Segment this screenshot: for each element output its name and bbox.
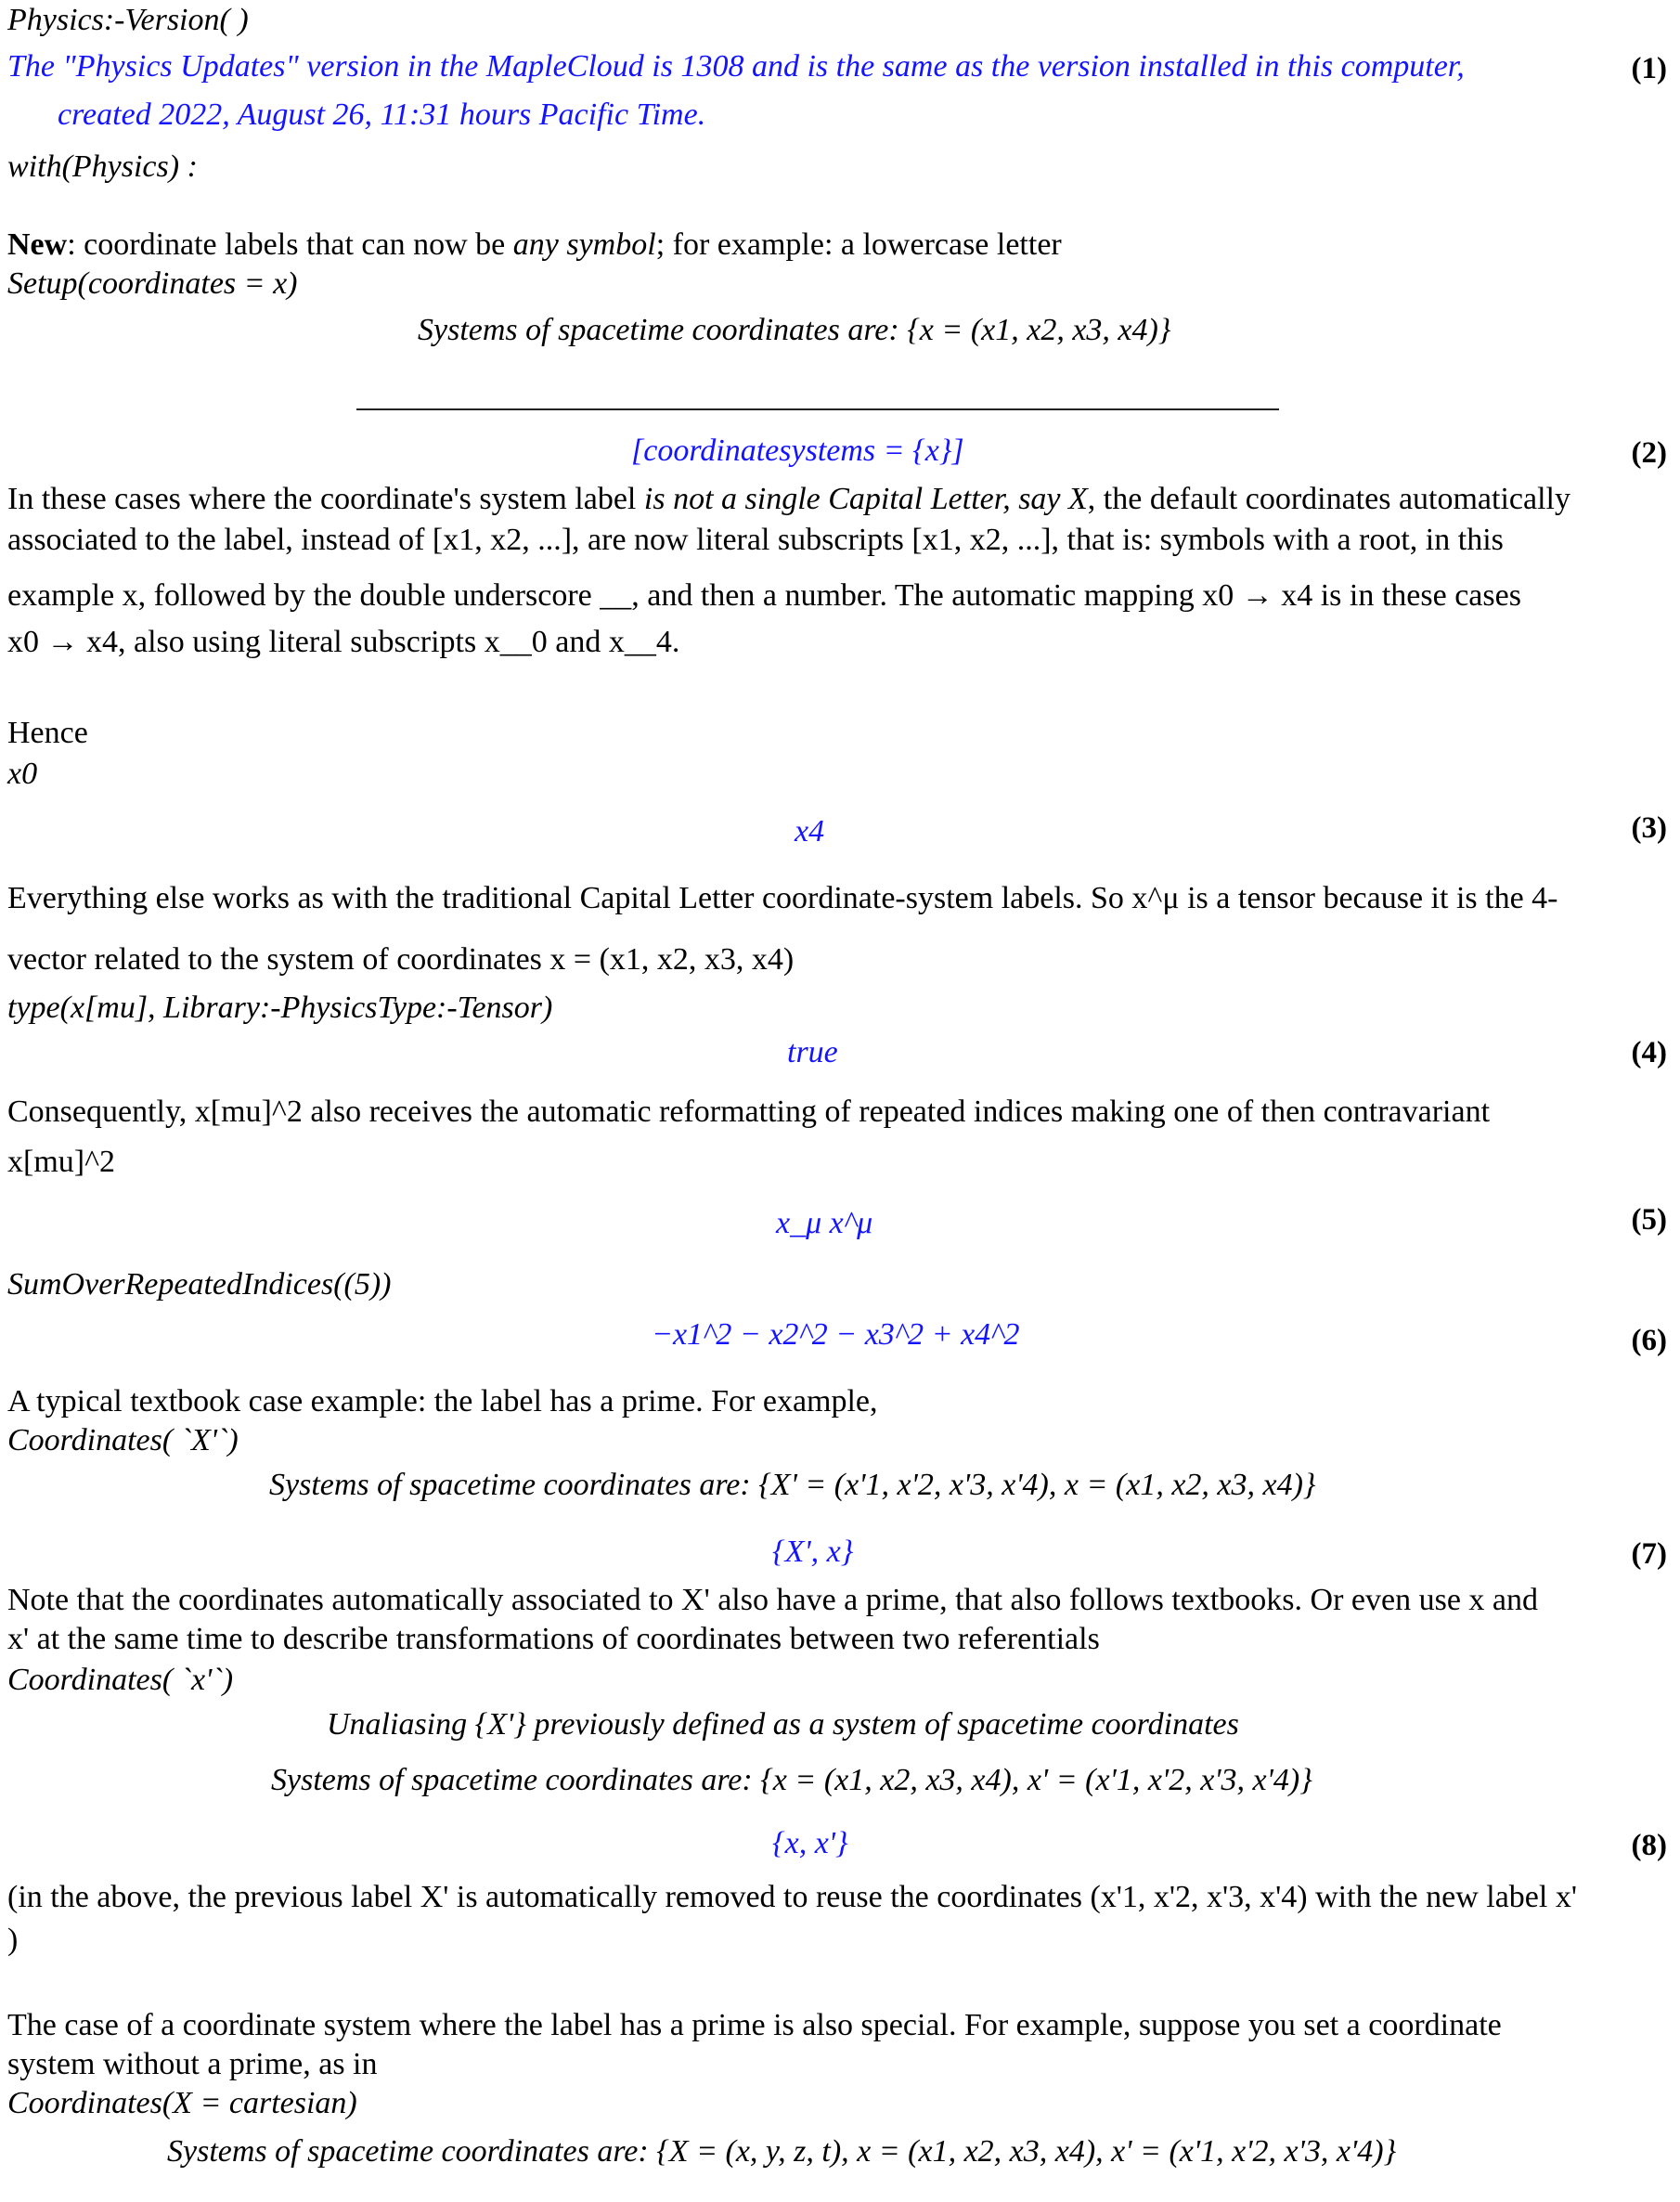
equation-label-5: (5): [1631, 1203, 1667, 1237]
note-line-2: x' at the same time to describe transformations of coordinates between two referentials: [7, 1622, 1100, 1656]
new-text-b: ; for example: a lowercase letter: [655, 227, 1062, 262]
equation-label-7: (7): [1631, 1537, 1667, 1571]
equation-label-2: (2): [1631, 436, 1667, 470]
equation-label-1: (1): [1631, 52, 1667, 85]
sum-command[interactable]: SumOverRepeatedIndices((5)): [7, 1267, 392, 1302]
xmu-squared-input[interactable]: x[mu]^2: [7, 1145, 116, 1179]
version-command[interactable]: Physics:-Version( ): [7, 3, 249, 37]
remark-line-1: (in the above, the previous label X' is automatically removed to reuse the coordinates (x'1, x'2, x'3, x'4) with the new label x': [7, 1880, 1577, 1914]
remark-line-2: ): [7, 1923, 19, 1957]
x0-input[interactable]: x0: [7, 757, 38, 791]
x4-output: x4: [795, 814, 825, 848]
paragraph-line-2: associated to the label, instead of [x1, x2, ...], are now literal subscripts [x1, x2, ...], that is: symbols with a root, in this: [7, 523, 1504, 557]
note-line-1: Note that the coordinates automatically associated to X' also have a prime, that also follows textbooks. Or even use x and: [7, 1583, 1538, 1617]
divider: [356, 408, 1279, 410]
coordinates-command-1[interactable]: Coordinates( `X'`): [7, 1423, 239, 1457]
with-physics-command[interactable]: with(Physics) :: [7, 149, 198, 184]
sum-output: −x1^2 − x2^2 − x3^2 + x4^2: [652, 1317, 1020, 1352]
type-command[interactable]: type(x[mu], Library:-PhysicsType:-Tensor): [7, 991, 553, 1025]
equation-label-8: (8): [1631, 1829, 1667, 1862]
version-output-line2: created 2022, August 26, 11:31 hours Pacific Time.: [58, 97, 706, 132]
equation-label-4: (4): [1631, 1036, 1667, 1069]
equation-label-6: (6): [1631, 1324, 1667, 1357]
textbook-line: A typical textbook case example: the label has a prime. For example,: [7, 1384, 878, 1418]
systems-output-2: Systems of spacetime coordinates are: {X' = (x'1, x'2, x'3, x'4), x = (x1, x2, x3, x4)}: [269, 1468, 1316, 1502]
coordinates-command-3[interactable]: Coordinates(X = cartesian): [7, 2086, 357, 2120]
consequently-line: Consequently, x[mu]^2 also receives the automatic reformatting of repeated indices making one of then contravariant: [7, 1095, 1491, 1129]
new-label: New: [7, 227, 68, 262]
systems-output-3: Systems of spacetime coordinates are: {x = (x1, x2, x3, x4), x' = (x'1, x'2, x'3, x'4)}: [271, 1763, 1312, 1797]
special-line-1: The case of a coordinate system where the label has a prime is also special. For example, suppose you set a coordinate: [7, 2008, 1502, 2042]
coordinates-command-2[interactable]: Coordinates( `x'`): [7, 1663, 234, 1697]
setup-command[interactable]: Setup(coordinates = x): [7, 266, 298, 301]
hence-text: Hence: [7, 716, 88, 750]
coordinatesystems-output: [coordinatesystems = {x}]: [631, 434, 964, 468]
everything-line-2: vector related to the system of coordinates x = (x1, x2, x3, x4): [7, 942, 795, 977]
unaliasing-output: Unaliasing {X'} previously defined as a system of spacetime coordinates: [327, 1707, 1239, 1742]
systems-output-1: Systems of spacetime coordinates are: {x = (x1, x2, x3, x4)}: [418, 313, 1171, 347]
new-text-italic: any symbol: [512, 227, 656, 262]
paragraph-line-3: example x, followed by the double underscore __, and then a number. The automatic mapping x0 → x4 is in these cases: [7, 578, 1521, 613]
set-output-8: {x, x'}: [772, 1826, 848, 1860]
set-output-7: {X', x}: [772, 1535, 854, 1569]
special-line-2: system without a prime, as in: [7, 2047, 378, 2081]
equation-label-3: (3): [1631, 811, 1667, 845]
paragraph-line-4: x0 → x4, also using literal subscripts x__0 and x__4.: [7, 625, 680, 659]
systems-output-4: Systems of spacetime coordinates are: {X = (x, y, z, t), x = (x1, x2, x3, x4), x' = (x'1, x'2, x'3, x'4)}: [167, 2134, 1397, 2169]
version-output-line1: The "Physics Updates" version in the MapleCloud is 1308 and is the same as the version installed in this computer,: [7, 49, 1465, 84]
everything-line-1: Everything else works as with the traditional Capital Letter coordinate-system labels. So x^μ is a tensor because it is the 4-: [7, 881, 1558, 915]
paragraph-line-1: In these cases where the coordinate's system label is not a single Capital Letter, say X, the default coordinates automatically: [7, 482, 1570, 516]
xmu-output: x_μ x^μ: [776, 1206, 873, 1240]
new-paragraph: [7, 227, 1062, 264]
true-output: true: [787, 1035, 838, 1069]
new-text-a: : coordinate labels that can now be: [67, 227, 513, 262]
